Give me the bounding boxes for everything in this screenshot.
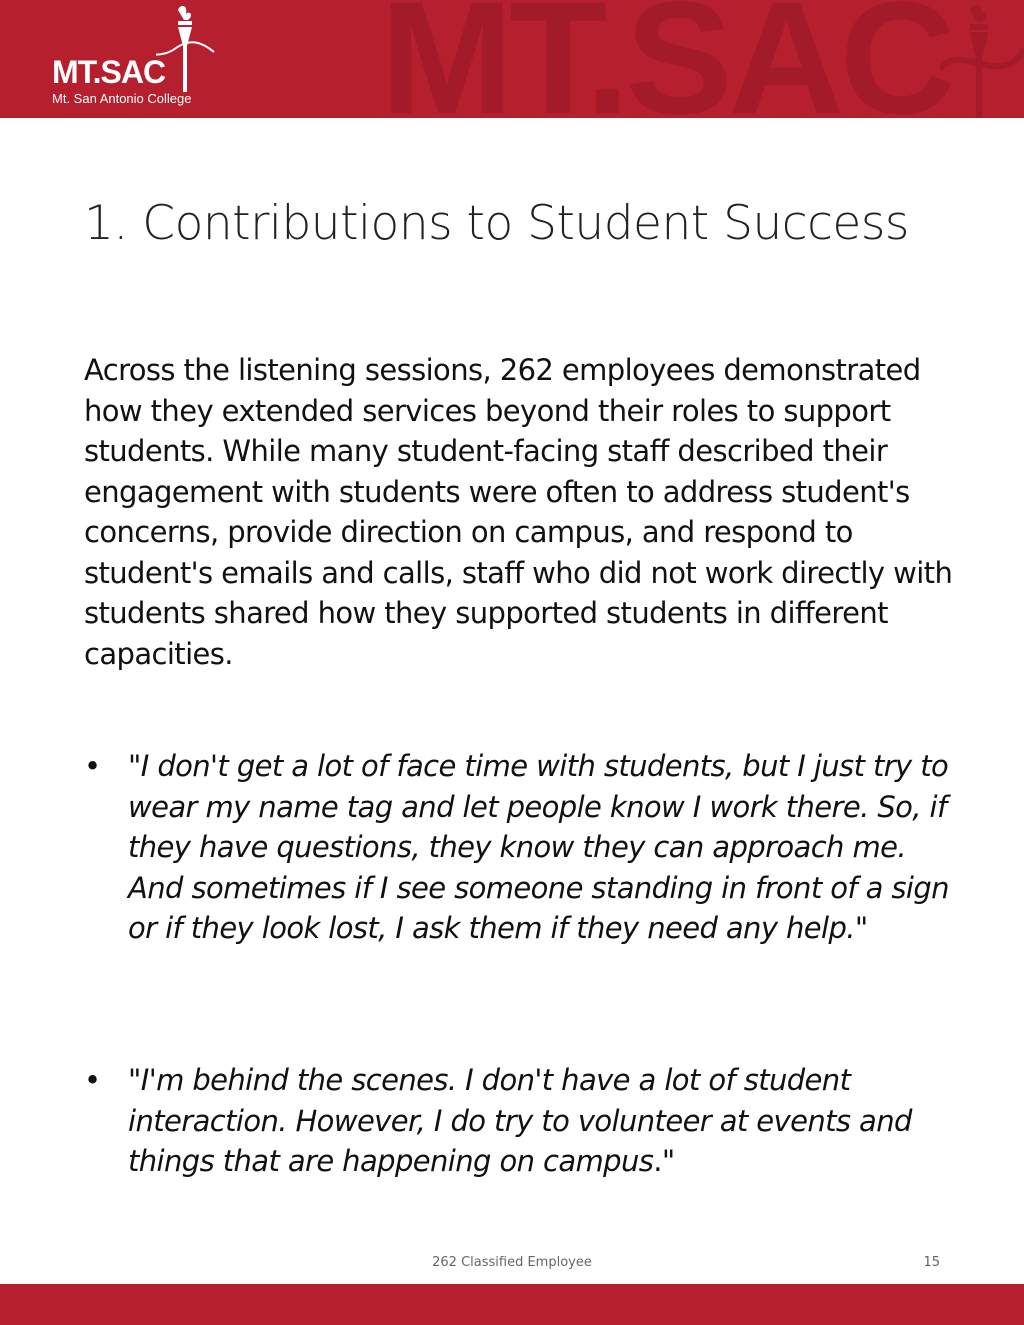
footer-label: 262 Classified Employee [432, 1255, 592, 1270]
logo-subtitle: Mt. San Antonio College [52, 91, 192, 106]
watermark-torch-icon [940, 0, 1024, 118]
quote-body: I'm behind the scenes. I don't have a lot of student interaction. However, I do try to volunteer at events and things that are happening on campus [128, 1063, 912, 1178]
bullet-marker: • [84, 749, 101, 783]
college-logo[interactable] [46, 4, 226, 114]
logo-wordmark: MT.SAC [52, 54, 166, 90]
footer-bar [0, 1284, 1024, 1325]
page-number: 15 [923, 1255, 940, 1270]
quote-close-mark: ." [653, 1144, 675, 1178]
header-watermark: MT.SAC [380, 0, 952, 118]
quote-text [128, 746, 958, 949]
intro-paragraph: Across the listening sessions, 262 employees demonstrated how they extended services beyond their roles to support students. While many student-facing staff described their engagement with students were often to address student's concerns, provide direction on campus, and respond to student's emails and calls, staff who did not work directly with students shared how they supported students in different capacities. [84, 353, 953, 671]
quote-body: I don't get a lot of face time with students, but I just try to wear my name tag and let people know I work there. So, if they have questions, they know they can approach me. And sometimes if I see someone standing in front of a sign or if they look lost, I ask them if they need any help. [128, 749, 949, 945]
header-banner [0, 0, 1024, 118]
quote-close-mark: " [854, 911, 868, 945]
bullet-marker: • [84, 1063, 101, 1097]
quote-open-mark: " [128, 749, 141, 783]
quote-text [128, 1060, 958, 1182]
page-title: 1. Contributions to Student Success [84, 196, 909, 251]
quote-open-mark: " [128, 1063, 141, 1097]
